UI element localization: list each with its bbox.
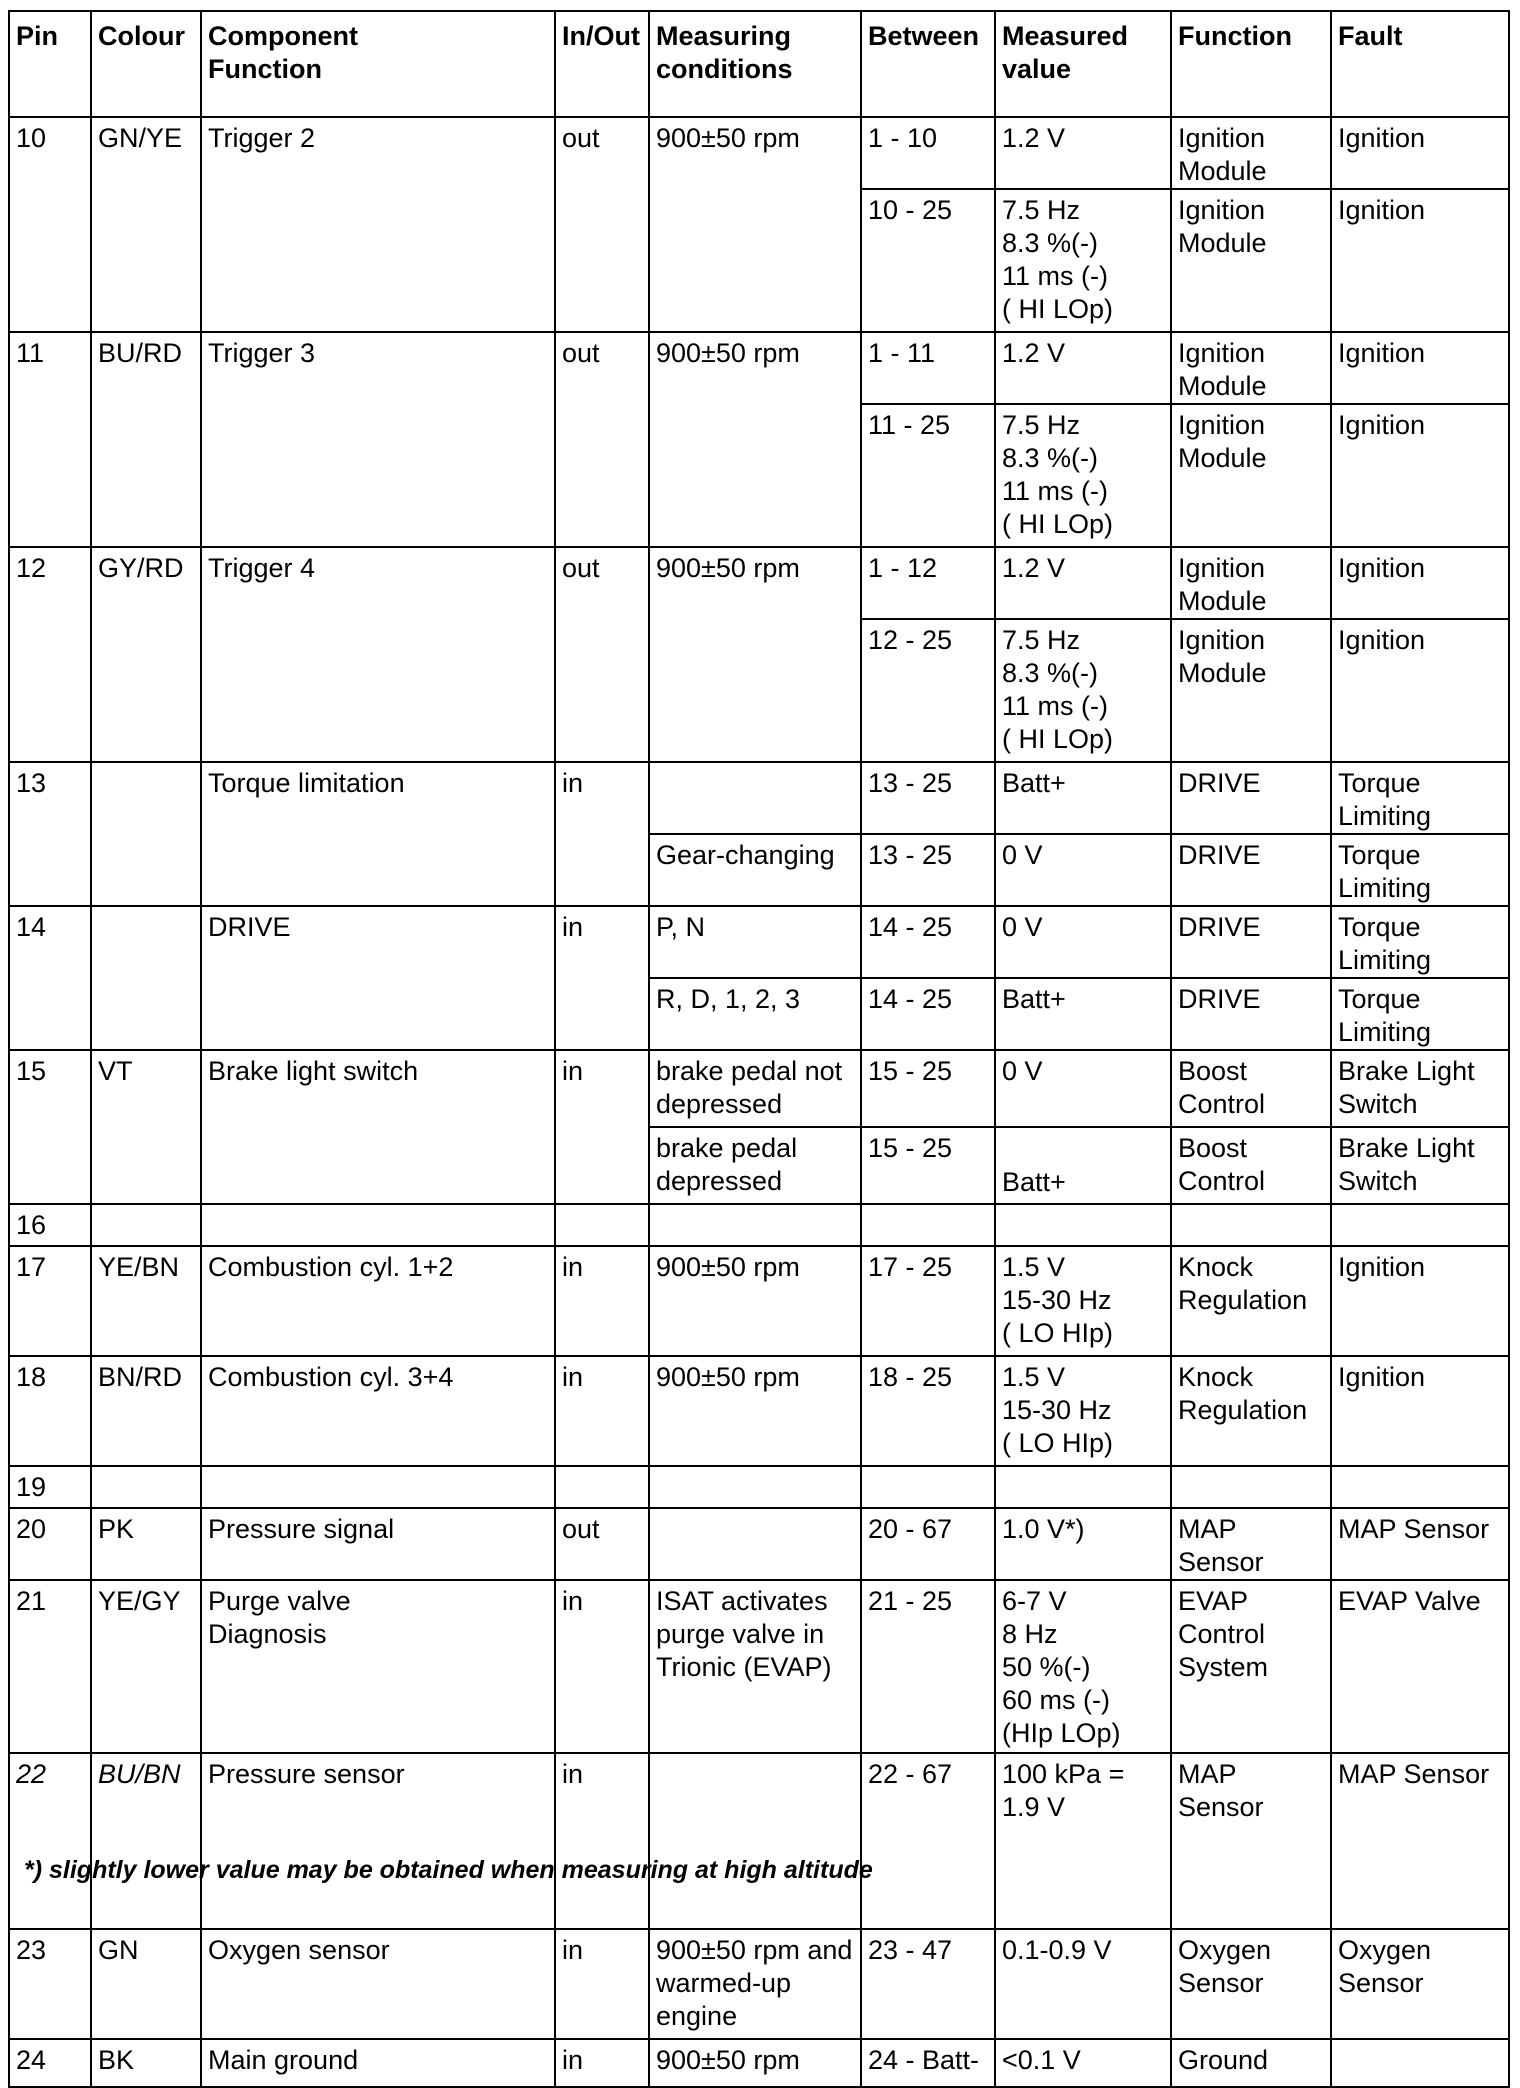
between-cell: 13 - 25 [861,762,995,834]
component-cell: Pressure signal [201,1508,555,1580]
conditions-cell [649,1753,861,1929]
between-cell: 10 - 25 [861,189,995,332]
component-cell: Brake light switch [201,1050,555,1204]
colour-cell: BN/RD [91,1356,201,1466]
conditions-cell: P, N [649,906,861,978]
pin-cell: 15 [9,1050,91,1204]
header-fault: Fault [1331,11,1509,117]
fault-cell: MAP Sensor [1331,1753,1509,1929]
pin-cell: 21 [9,1580,91,1753]
inout-cell: in [555,1050,649,1204]
table-row [9,1753,1509,1929]
function-cell: Ground [1171,2039,1331,2087]
header-between: Between [861,11,995,117]
pin-cell: 19 [9,1466,91,1508]
between-cell: 14 - 25 [861,978,995,1050]
component-cell: DRIVE [201,906,555,1050]
colour-cell: BU/BN [91,1753,201,1929]
colour-cell: BU/RD [91,332,201,547]
value-cell: Batt+ [995,762,1171,834]
value-cell: 7.5 Hz 8.3 %(-) 11 ms (-) ( HI LOp) [995,619,1171,762]
table-row [9,1050,1509,1127]
conditions-cell: brake pedal depressed [649,1127,861,1204]
component-cell: Trigger 2 [201,117,555,332]
fault-cell: Brake Light Switch [1331,1050,1509,1127]
between-cell: 1 - 11 [861,332,995,404]
colour-cell: GN [91,1929,201,2039]
function-cell: DRIVE [1171,834,1331,906]
colour-cell [91,906,201,1050]
header-function: Function [1171,11,1331,117]
conditions-cell: ISAT activates purge valve in Trionic (EVAP) [649,1580,861,1753]
between-cell: 12 - 25 [861,619,995,762]
function-cell: Oxygen Sensor [1171,1929,1331,2039]
conditions-cell: 900±50 rpm [649,332,861,547]
between-cell: 15 - 25 [861,1127,995,1204]
pin-table [8,10,1510,2088]
conditions-cell: 900±50 rpm and warmed-up engine [649,1929,861,2039]
pin-cell: 18 [9,1356,91,1466]
function-cell: Boost Control [1171,1127,1331,1204]
component-cell: Trigger 3 [201,332,555,547]
function-cell: MAP Sensor [1171,1508,1331,1580]
table-row [9,2039,1509,2087]
between-cell: 20 - 67 [861,1508,995,1580]
colour-cell [91,762,201,906]
conditions-cell [649,1508,861,1580]
inout-cell [555,1204,649,1246]
fault-cell: Brake Light Switch [1331,1127,1509,1204]
pin-cell: 22 [9,1753,91,1929]
inout-cell: out [555,117,649,332]
fault-cell: Torque Limiting [1331,978,1509,1050]
value-cell: 100 kPa = 1.9 V [995,1753,1171,1929]
conditions-cell: 900±50 rpm [649,1356,861,1466]
value-cell: 7.5 Hz 8.3 %(-) 11 ms (-) ( HI LOp) [995,404,1171,547]
inout-cell: in [555,762,649,906]
between-cell: 21 - 25 [861,1580,995,1753]
table-row [9,1929,1509,2039]
component-cell: Main ground [201,2039,555,2087]
between-cell: 14 - 25 [861,906,995,978]
colour-cell: VT [91,1050,201,1204]
conditions-cell [649,1204,861,1246]
between-cell: 11 - 25 [861,404,995,547]
function-cell [1171,1466,1331,1508]
fault-cell [1331,1466,1509,1508]
value-cell: 1.0 V*) [995,1508,1171,1580]
colour-cell [91,1204,201,1246]
value-cell [995,1466,1171,1508]
between-cell: 1 - 10 [861,117,995,189]
value-cell: Batt+ [995,1127,1171,1204]
inout-cell: out [555,1508,649,1580]
function-cell: DRIVE [1171,978,1331,1050]
colour-cell: YE/GY [91,1580,201,1753]
footnote: *) slightly lower value may be obtained when measuring at high altitude [24,1856,873,1884]
fault-cell: Ignition [1331,332,1509,404]
value-cell: 0 V [995,906,1171,978]
header-pin: Pin [9,11,91,117]
inout-cell: in [555,1753,649,1929]
pin-cell: 10 [9,117,91,332]
between-cell: 22 - 67 [861,1753,995,1929]
component-cell: Combustion cyl. 1+2 [201,1246,555,1356]
conditions-cell: Gear-changing [649,834,861,906]
value-cell: 1.5 V 15-30 Hz ( LO HIp) [995,1246,1171,1356]
fault-cell: Ignition [1331,1246,1509,1356]
component-cell: Purge valve Diagnosis [201,1580,555,1753]
inout-cell: in [555,1929,649,2039]
table-row [9,1508,1509,1580]
pin-cell: 23 [9,1929,91,2039]
pin-cell: 11 [9,332,91,547]
conditions-cell: 900±50 rpm [649,1246,861,1356]
function-cell: DRIVE [1171,762,1331,834]
table-row [9,1466,1509,1508]
conditions-cell [649,1466,861,1508]
header-value: Measured value [995,11,1171,117]
value-cell: 7.5 Hz 8.3 %(-) 11 ms (-) ( HI LOp) [995,189,1171,332]
value-cell: <0.1 V [995,2039,1171,2087]
value-cell: 1.2 V [995,117,1171,189]
fault-cell [1331,1204,1509,1246]
value-cell: 1.5 V 15-30 Hz ( LO HIp) [995,1356,1171,1466]
value-cell: 6-7 V 8 Hz 50 %(-) 60 ms (-) (HIp LOp) [995,1580,1171,1753]
table-row [9,906,1509,978]
table-row [9,1204,1509,1246]
conditions-cell [649,762,861,834]
between-cell: 23 - 47 [861,1929,995,2039]
function-cell: Ignition Module [1171,547,1331,619]
pin-cell: 12 [9,547,91,762]
conditions-cell: brake pedal not depressed [649,1050,861,1127]
conditions-cell: 900±50 rpm [649,547,861,762]
table-row [9,1580,1509,1753]
conditions-cell: 900±50 rpm [649,117,861,332]
pin-cell: 20 [9,1508,91,1580]
fault-cell: EVAP Valve [1331,1580,1509,1753]
fault-cell [1331,2039,1509,2087]
inout-cell [555,1466,649,1508]
function-cell: Knock Regulation [1171,1356,1331,1466]
inout-cell: in [555,906,649,1050]
function-cell [1171,1204,1331,1246]
inout-cell: out [555,547,649,762]
colour-cell: YE/BN [91,1246,201,1356]
conditions-cell: R, D, 1, 2, 3 [649,978,861,1050]
conditions-cell: 900±50 rpm [649,2039,861,2087]
colour-cell: GN/YE [91,117,201,332]
header-row [9,11,1509,117]
between-cell: 24 - Batt- [861,2039,995,2087]
pin-cell: 13 [9,762,91,906]
colour-cell: PK [91,1508,201,1580]
fault-cell: Ignition [1331,547,1509,619]
function-cell: Ignition Module [1171,619,1331,762]
fault-cell: Ignition [1331,1356,1509,1466]
table-row [9,117,1509,189]
pin-cell: 16 [9,1204,91,1246]
component-cell: Oxygen sensor [201,1929,555,2039]
fault-cell: MAP Sensor [1331,1508,1509,1580]
pin-cell: 17 [9,1246,91,1356]
colour-cell: BK [91,2039,201,2087]
component-cell [201,1466,555,1508]
pin-cell: 24 [9,2039,91,2087]
colour-cell: GY/RD [91,547,201,762]
between-cell [861,1466,995,1508]
function-cell: Knock Regulation [1171,1246,1331,1356]
function-cell: Ignition Module [1171,189,1331,332]
header-inout: In/Out [555,11,649,117]
fault-cell: Ignition [1331,189,1509,332]
fault-cell: Torque Limiting [1331,834,1509,906]
function-cell: MAP Sensor [1171,1753,1331,1929]
between-cell: 1 - 12 [861,547,995,619]
table-row [9,332,1509,404]
inout-cell: out [555,332,649,547]
value-cell: 1.2 V [995,547,1171,619]
function-cell: EVAP Control System [1171,1580,1331,1753]
function-cell: Ignition Module [1171,332,1331,404]
function-cell: DRIVE [1171,906,1331,978]
function-cell: Ignition Module [1171,404,1331,547]
pin-cell: 14 [9,906,91,1050]
component-cell [201,1204,555,1246]
function-cell: Ignition Module [1171,117,1331,189]
fault-cell: Torque Limiting [1331,906,1509,978]
table-row [9,762,1509,834]
inout-cell: in [555,1356,649,1466]
colour-cell [91,1466,201,1508]
header-conditions: Measuring conditions [649,11,861,117]
between-cell [861,1204,995,1246]
table-row [9,547,1509,619]
value-cell: 0.1-0.9 V [995,1929,1171,2039]
component-cell: Pressure sensor [201,1753,555,1929]
value-cell [995,1204,1171,1246]
fault-cell: Ignition [1331,117,1509,189]
value-cell: 1.2 V [995,332,1171,404]
between-cell: 15 - 25 [861,1050,995,1127]
component-cell: Combustion cyl. 3+4 [201,1356,555,1466]
function-cell: Boost Control [1171,1050,1331,1127]
component-cell: Torque limitation [201,762,555,906]
between-cell: 17 - 25 [861,1246,995,1356]
between-cell: 18 - 25 [861,1356,995,1466]
inout-cell: in [555,1246,649,1356]
fault-cell: Torque Limiting [1331,762,1509,834]
inout-cell: in [555,2039,649,2087]
component-cell: Trigger 4 [201,547,555,762]
value-cell: 0 V [995,1050,1171,1127]
value-cell: Batt+ [995,978,1171,1050]
value-cell: 0 V [995,834,1171,906]
table-row [9,1246,1509,1356]
header-component: Component Function [201,11,555,117]
fault-cell: Ignition [1331,619,1509,762]
header-colour: Colour [91,11,201,117]
between-cell: 13 - 25 [861,834,995,906]
fault-cell: Oxygen Sensor [1331,1929,1509,2039]
fault-cell: Ignition [1331,404,1509,547]
inout-cell: in [555,1580,649,1753]
table-row [9,1356,1509,1466]
